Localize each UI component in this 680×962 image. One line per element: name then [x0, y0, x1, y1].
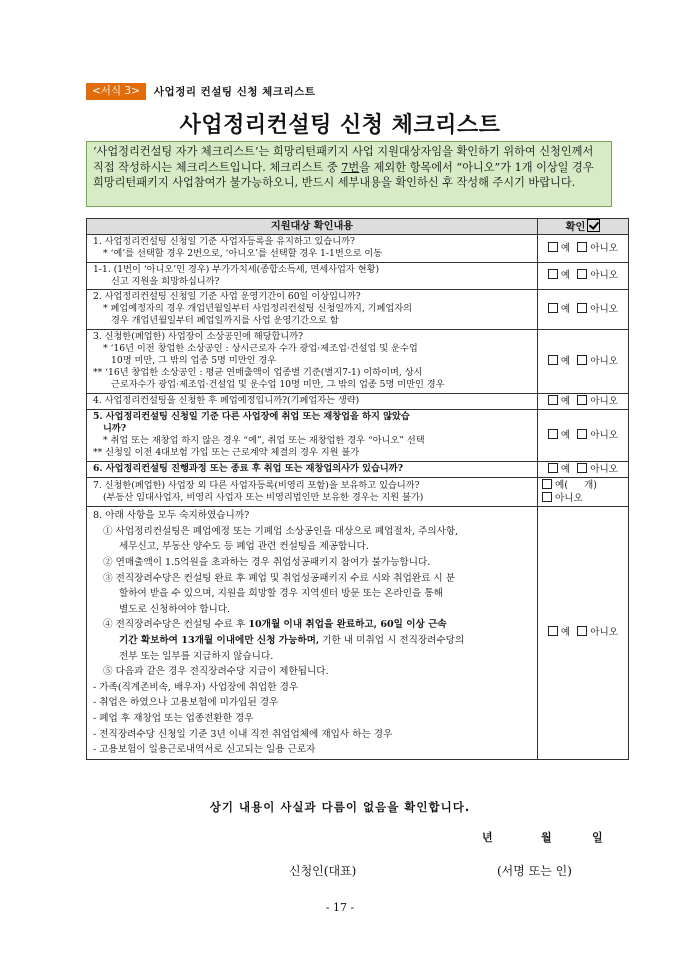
confirmation-statement: 상기 내용이 사실과 다름이 없음을 확인합니다.: [209, 800, 471, 814]
count-unit: 개): [584, 479, 598, 491]
checkbox-no[interactable]: [577, 626, 587, 636]
notice-underline: 7번: [341, 160, 360, 174]
answer-cell-7: 예( 개) 아니오: [538, 477, 629, 506]
table-row: [87, 461, 629, 477]
checkbox-yes[interactable]: [548, 269, 558, 279]
answer-cell: 예 아니오: [538, 409, 629, 461]
page-title: 사업정리컨설팅 신청 체크리스트: [179, 113, 501, 138]
signature-label[interactable]: (서명 또는 인): [497, 864, 572, 878]
table-row: [87, 290, 629, 330]
notice-text-2: 을 제외한 항목에서 “아니오”가 1개 이상일 경우 희망리턴패키지 사업참여가 불가능하오니, 반드시 세부내용을 확인하신 후 작성해 주시기 바랍니다.: [93, 160, 594, 190]
table-row: [87, 262, 629, 289]
date-year: 년: [482, 831, 493, 844]
answer-cell: 예 아니오: [538, 329, 629, 393]
checkbox-no[interactable]: [577, 429, 587, 439]
table-row: [87, 409, 629, 461]
checkbox-yes[interactable]: [548, 355, 558, 365]
checkbox-no[interactable]: [577, 463, 587, 473]
form-label-row: [86, 83, 315, 100]
page-number: - 17 -: [325, 901, 355, 914]
checkbox-yes[interactable]: [548, 429, 558, 439]
answer-cell: 예 아니오: [538, 262, 629, 289]
answer-cell: 예 아니오: [538, 393, 629, 409]
question-4: 4. 사업정리컨설팅을 신청한 후 폐업예정입니까?(기폐업자는 생략): [87, 393, 538, 409]
answer-cell: 예 아니오: [538, 235, 629, 262]
table-row: [87, 235, 629, 262]
date-day: 일: [592, 831, 603, 844]
answer-cell: 예 아니오: [538, 461, 629, 477]
date-month: 월: [541, 831, 552, 844]
checkbox-no[interactable]: [577, 355, 587, 365]
form-label: 사업정리 컨설팅 신청 체크리스트: [153, 86, 316, 98]
checkbox-no[interactable]: [577, 242, 587, 252]
question-7: 7. 신청한(폐업한) 사업장 외 다른 사업자등록(비영리 포함)을 보유하고 있습니까? (부동산 임대사업자, 비영리 사업자 또는 비영리법인만 보유한 경우는 지원 불가): [87, 477, 538, 506]
applicant-label: 신청인(대표): [289, 864, 357, 878]
answer-cell: 예 아니오: [538, 290, 629, 330]
table-header-row: [87, 219, 629, 235]
checkbox-no[interactable]: [577, 269, 587, 279]
header-confirm: 확인: [538, 219, 629, 235]
notice-text: ‘사업정리컨설팅 자가 체크리스트’는 희망리턴패키지 사업 지원대상자임을 확인하기 위하여 신청인께서 직접 작성하시는 체크리스트입니다. 체크리스트 중: [93, 145, 594, 174]
checkbox-yes[interactable]: [548, 395, 558, 405]
answer-cell: 예 아니오: [538, 507, 629, 760]
checkbox-yes[interactable]: [548, 626, 558, 636]
question-1-1: 1-1. (1번이 ‘아니오’인 경우) 부가가치세(종합소득세, 면세사업자 현황) 신고 지원을 희망하십니까?: [87, 262, 538, 289]
notice-box: [86, 141, 612, 207]
table-row: [87, 393, 629, 409]
checkbox-yes[interactable]: [548, 242, 558, 252]
question-6: 6. 사업정리컨설팅 진행과정 또는 종료 후 취업 또는 재창업의사가 있습니까?: [87, 461, 538, 477]
question-2: 2. 사업정리컨설팅 신청일 기준 사업 운영기간이 60일 이상입니까? * 폐업예정자의 경우 개업년월일부터 사업정리컨설팅 신청일까지, 기폐업자의 경우 개업년월일부터 폐업일까지를 사업 운영기간으로 함: [87, 290, 538, 330]
header-content: 지원대상 확인내용: [87, 219, 538, 235]
table-row: [87, 507, 629, 760]
question-8: 8. 아래 사항을 모두 숙지하였습니까? ① 사업정리컨설팅은 폐업예정 또는 기폐업 소상공인을 대상으로 폐업절차, 주의사항, 세무신고, 부동산 양수도 등 폐업 관련 컨설팅을 제공합니다. ② 연매출액이 1.5억원을 초과하는 경우 취업성공패키지 참여가 불가능합니다. ③ 전직장려수당은 컨설팅 완료 후 폐업 및 취업성공패키지 수료 시와 취업완료 시 분 할하여 받을 수 있으며, 지원을 희망할 경우 지역센터 방문 또는 온라인을 통해 별도로 신청하여야 합니다. ④ 전직장려수당은 컨설팅 수료 후 10개월 이내 취업을 완료하고, 60일 이상 근속 기간 확보하여 13개월 이내에만 신청 가능하며, 기한 내 미취업 시 전직장려수당의 전부 또는 일부를 지급하지 않습니다. ⑤ 다음과 같은 경우 전직장려수당 지급이 제한됩니다. - 가족(직계존비속, 배우자) 사업장에 취업한 경우 - 취업은 하였으나 고용보험에 미가입된 경우 - 폐업 후 재창업 또는 업종전환한 경우 - 전직장려수당 신청일 기준 3년 이내 직전 취업업체에 재입사 하는 경우 - 고용보험이 일용근로내역서로 신고되는 일용 근로자: [87, 507, 538, 760]
form-number-badge: <서식 3>: [86, 83, 146, 100]
checkbox-no[interactable]: [542, 492, 552, 502]
checkbox-no[interactable]: [577, 395, 587, 405]
table-row: [87, 477, 629, 506]
question-5: 5. 사업정리컨설팅 신청일 기준 다른 사업장에 취업 또는 재창업을 하지 않았습 니까? * 취업 또는 재창업 하지 않은 경우 “예”, 취업 또는 재창업한 경우 “아니오” 선택 ** 신청일 이전 4대보험 가입 또는 근로계약 체결의 경우 지원 불가: [87, 409, 538, 461]
checkmark-icon: [587, 219, 600, 232]
checkbox-no[interactable]: [577, 303, 587, 313]
table-row: [87, 329, 629, 393]
checkbox-yes[interactable]: [542, 479, 552, 489]
checklist-table: [86, 218, 629, 760]
question-3: 3. 신청한(폐업한) 사업장이 소상공인에 해당합니까? * ‘16년 이전 창업한 소상공인 : 상시근로자 수가 광업·제조업·건설업 및 운수업 10명 미만, 그 밖의 업종 5명 미만인 경우 ** ‘16년 창업한 소상공인 : 평균 연매출액이 업종별 기준(별지7-1) 이하이며, 상시 근로자수가 광업·제조업·건설업 및 운수업 10명 미만, 그 밖의 업종 5명 미만인 경우: [87, 329, 538, 393]
question-1: 1. 사업정리컨설팅 신청일 기준 사업자등록을 유지하고 있습니까? * ‘예’를 선택할 경우 2번으로, ‘아니오’를 선택할 경우 1-1번으로 이동: [87, 235, 538, 262]
checkbox-yes[interactable]: [548, 303, 558, 313]
checkbox-yes[interactable]: [548, 463, 558, 473]
